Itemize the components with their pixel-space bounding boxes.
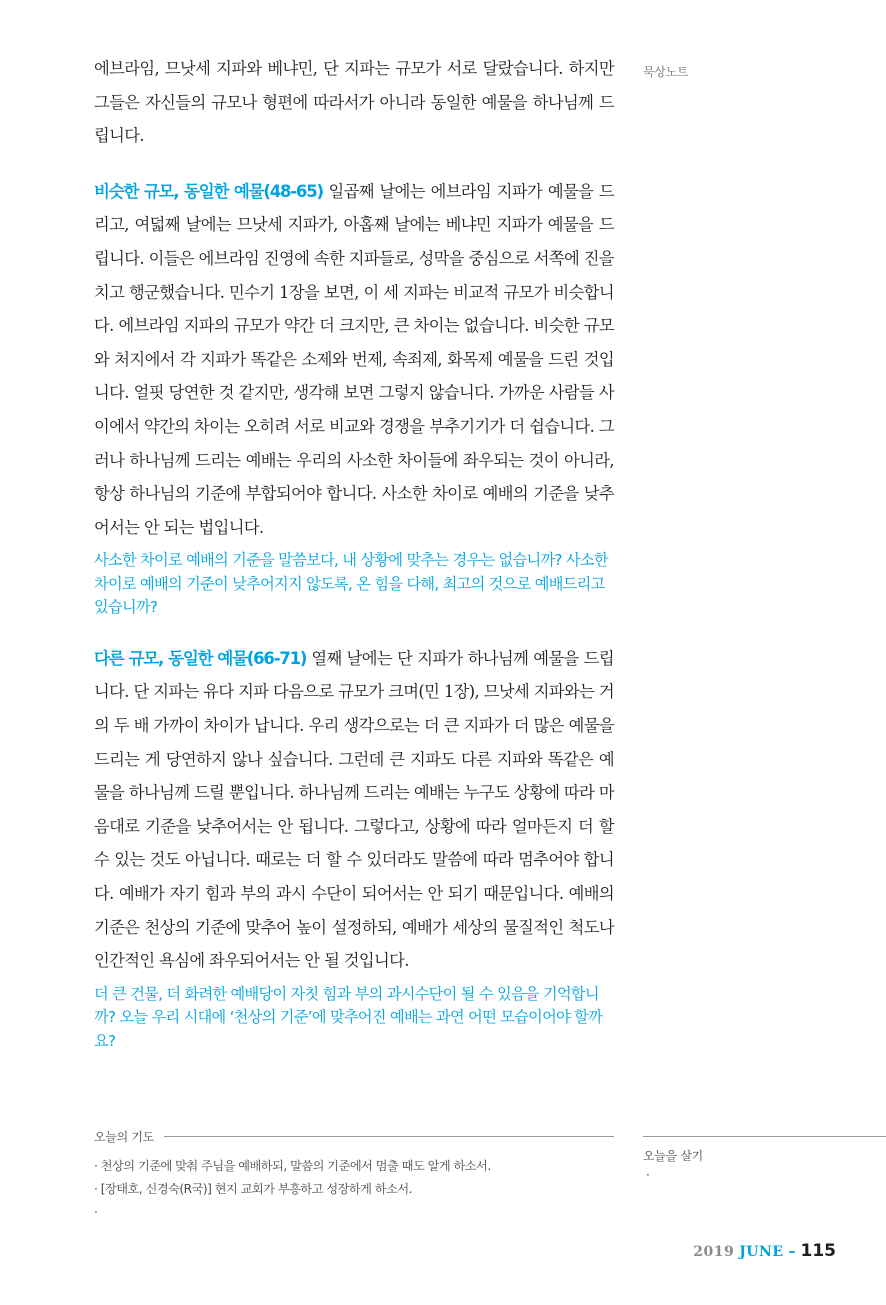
meditation-note-label: 묵상노트 [643, 65, 689, 79]
footer-dash: – [788, 1244, 796, 1260]
today-divider [643, 1136, 886, 1137]
footer-year: 2019 [693, 1244, 735, 1260]
prayer-section [94, 1128, 614, 1224]
prayer-list [94, 1155, 614, 1224]
section2-heading: 다른 규모, 동일한 예물(66-71) [94, 648, 307, 668]
prayer-item: · [장태호, 신경숙(R국)] 현지 교회가 부흥하고 성장하게 하소서. [94, 1182, 413, 1196]
intro-paragraph: 에브라임, 므낫세 지파와 베냐민, 단 지파는 규모가 서로 달랐습니다. 하지만 그들은 자신들의 규모나 형편에 따라서가 아니라 동일한 예물을 하나님께 드립니다. [94, 59, 614, 146]
section1-paragraph [94, 175, 614, 545]
section2-question: 더 큰 건물, 더 화려한 예배당이 자칫 힘과 부의 과시수단이 될 수 있음을 기억합니까? 오늘 우리 시대에 ‘천상의 기준’에 맞추어진 예배는 과연 어떤 모습이어야 할까요? [94, 984, 603, 1050]
page-footer [693, 1241, 836, 1261]
section2-paragraph [94, 642, 614, 978]
section1-body: 일곱째 날에는 에브라임 지파가 예물을 드리고, 여덟째 날에는 므낫세 지파가, 아홉째 날에는 베냐민 지파가 예물을 드립니다. 이들은 에브라임 진영에 속한 지파들로, 성막을 중심으로 서쪽에 진을 치고 행군했습니다. 민수기 1장을 보면, 이 세 지파는 비교적 규모가 비슷합니다. 에브라임 지파의 규모가 약간 더 크지만, 큰 차이는 없습니다. 비슷한 규모와 처지에서 각 지파가 똑같은 소제와 번제, 속죄제, 화목제 예물을 드린 것입니다. 얼핏 당연한 것 같지만, 생각해 보면 그렇지 않습니다. 가까운 사람들 사이에서 약간의 차이는 오히려 서로 비교와 경쟁을 부추기기가 더 쉽습니다. 그러나 하나님께 드리는 예배는 우리의 사소한 차이들에 좌우되는 것이 아니라, 항상 하나님의 기준에 부합되어야 합니다. 사소한 차이로 예배의 기준을 낮추어서는 안 되는 법입니다. [94, 181, 615, 537]
section2-body: 열째 날에는 단 지파가 하나님께 예물을 드립니다. 단 지파는 유다 지파 다음으로 규모가 크며(민 1장), 므낫세 지파와는 거의 두 배 가까이 차이가 납니다. 우리 생각으로는 더 큰 지파가 더 많은 예물을 드리는 게 당연하지 않나 싶습니다. 그런데 큰 지파도 다른 지파와 똑같은 예물을 하나님께 드릴 뿐입니다. 하나님께 드리는 예배는 누구도 상황에 따라 마음대로 기준을 낮추어서는 안 됩니다. 그렇다고, 상황에 따라 얼마든지 더 할 수 있는 것도 아닙니다. 때로는 더 할 수 있더라도 말씀에 따라 멈추어야 합니다. 예배가 자기 힘과 부의 과시 수단이 되어서는 안 되기 때문입니다. 예배의 기준은 천상의 기준에 맞추어 높이 설정하되, 예배가 세상의 물질적인 척도나 인간적인 욕심에 좌우되어서는 안 될 것입니다. [94, 648, 614, 971]
today-title: 오늘을 살기 [643, 1149, 703, 1163]
page-number: 115 [800, 1241, 836, 1261]
prayer-header [94, 1128, 614, 1145]
today-bullet: · [646, 1168, 650, 1182]
prayer-divider [164, 1136, 614, 1137]
prayer-item: · [94, 1205, 98, 1219]
footer-month: JUNE [739, 1244, 784, 1260]
prayer-title: 오늘의 기도 [94, 1130, 154, 1144]
prayer-item: · 천상의 기준에 맞춰 주님을 예배하되, 말씀의 기준에서 멈출 때도 알게 하소서. [94, 1159, 491, 1173]
main-content [94, 52, 614, 1053]
section1-question: 사소한 차이로 예배의 기준을 말씀보다, 내 상황에 맞추는 경우는 없습니까? 사소한 차이로 예배의 기준이 낮추어지지 않도록, 온 힘을 다해, 최고의 것으로 예배드리고 있습니까? [94, 551, 608, 617]
section1-heading: 비슷한 규모, 동일한 예물(48-65) [94, 181, 323, 201]
